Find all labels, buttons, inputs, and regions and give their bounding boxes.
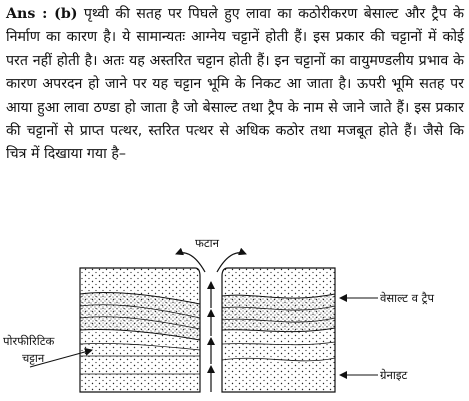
rock-formation-diagram	[0, 232, 469, 401]
granite-label: ग्रेनाइट	[380, 368, 408, 382]
crack-label: फटान	[195, 236, 220, 250]
basalt-trap-label: वेसाल्ट व ट्रैप	[380, 291, 434, 305]
answer-body: पृथ्वी की सतह पर पिघले हुए लावा का कठोरीकरण बेसाल्ट और ट्रैप के निर्माण का कारण है। ये सामान्यतः आग्नेय चट्टानें होती हैं। इस प्रकार की चट्टानों में कोई परत नहीं होती है। अतः यह अस्तरित चट्टान होती हैं। इन चट्टानों का वायुमण्डलीय प्रभाव के कारण अपरदन हो जाने पर यह चट्टान भूमि के निकट आ जाता है। ऊपरी भूमि सतह पर आया हुआ लावा ठण्डा हो जाता है जो बेसाल्ट तथा ट्रैप के नाम से जाने जाते हैं। इस प्रकार की चट्टानों से प्राप्त पत्थर, स्तरित पत्थर से अधिक कठोर तथा मजबूत होते हैं। जैसे कि चित्र में दिखाया गया है–	[6, 6, 464, 163]
right-wavy-band	[222, 294, 335, 332]
porphyritic-label-line1: पोरफीरिटिक	[3, 334, 55, 348]
answer-paragraph	[6, 3, 464, 167]
answer-prefix: Ans : (b)	[6, 6, 78, 22]
left-rock-block	[80, 268, 200, 392]
porphyritic-label-line2: चट्टान	[22, 351, 45, 365]
right-rock-block	[222, 268, 335, 392]
